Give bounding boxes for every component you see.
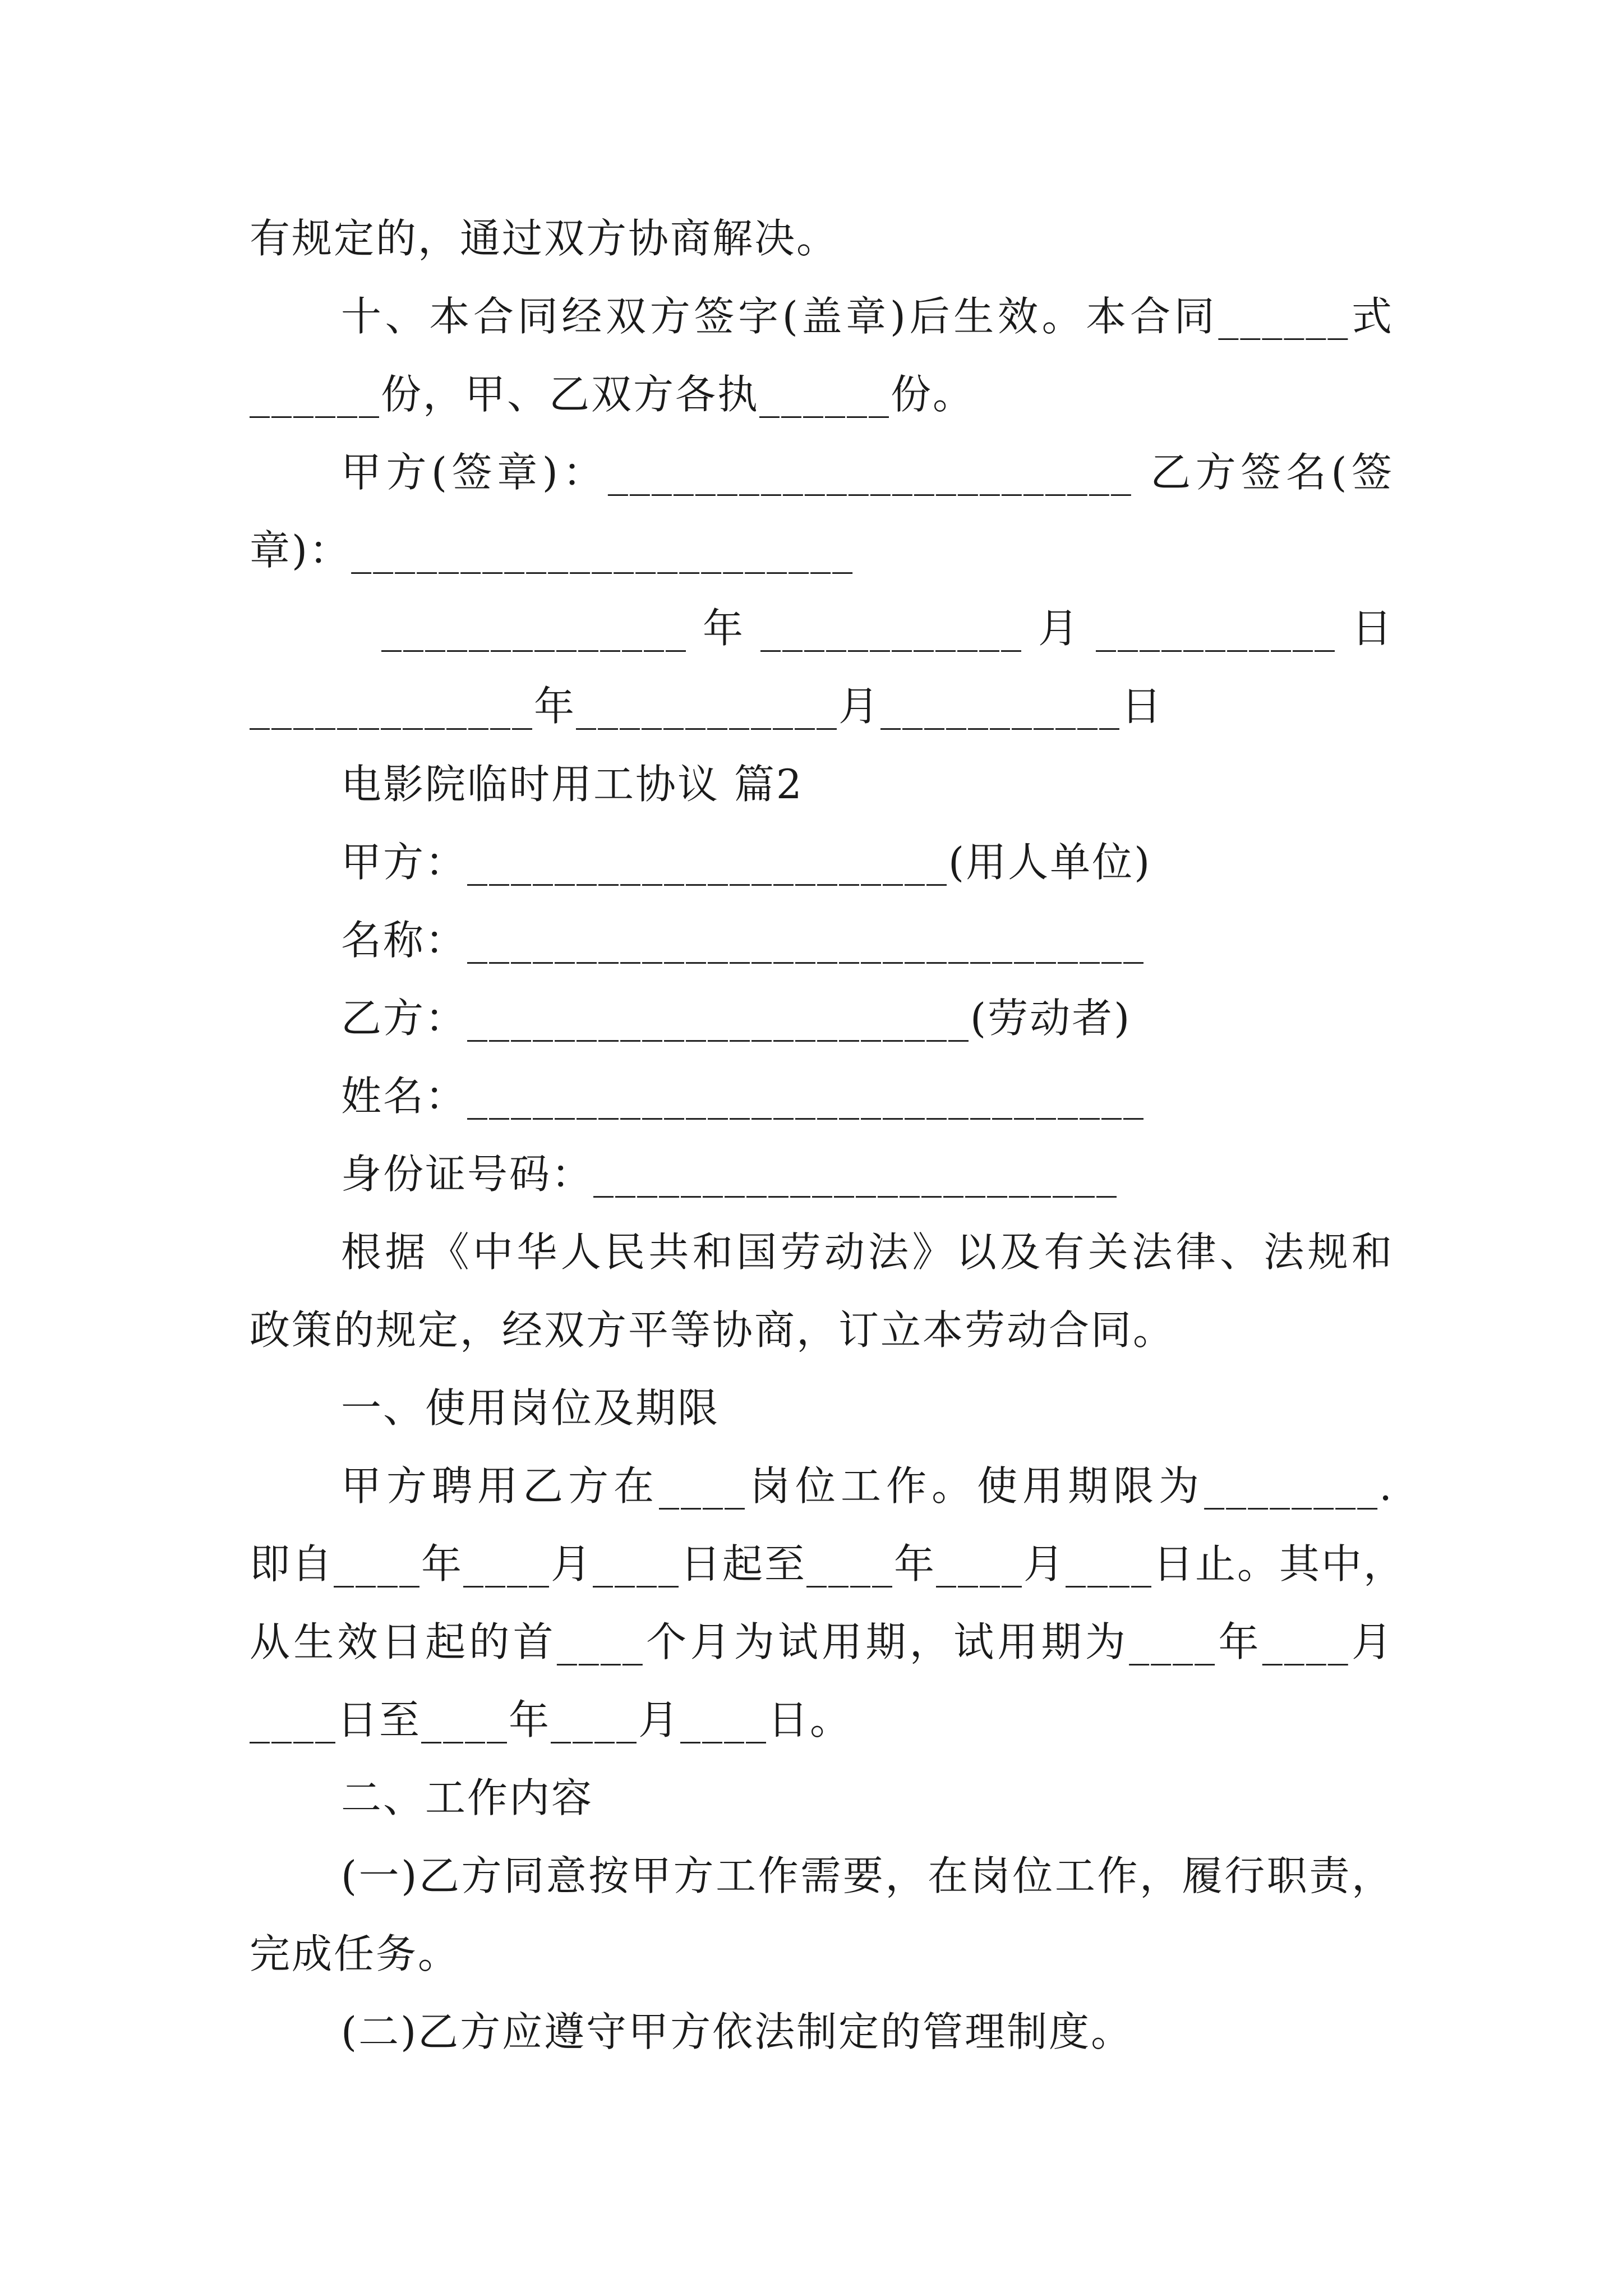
heading-2: 二、工作内容 bbox=[341, 1774, 594, 1821]
signature-line-1: 甲方(签章)：________________________ 乙方签名(签 bbox=[341, 449, 1394, 496]
signature-line-2: 章)：_______________________ bbox=[250, 527, 855, 574]
term-line-3: 从生效日起的首____个月为试用期，试用期为____年____月 bbox=[250, 1618, 1394, 1665]
term-line-4: ____日至____年____月____日。 bbox=[250, 1696, 852, 1743]
clause-10-line-1: 十、本合同经双方签字(盖章)后生效。本合同______式 bbox=[341, 293, 1394, 340]
id-number-line: 身份证号码：________________________ bbox=[341, 1151, 1119, 1198]
date-line-2: _____________年____________月___________日 bbox=[250, 683, 1163, 730]
duty-line-1: (一)乙方同意按甲方工作需要，在岗位工作，履行职责， bbox=[341, 1852, 1394, 1899]
date-line-1: ______________ 年 ____________ 月 ___________ 日 bbox=[381, 605, 1394, 652]
duty-line-2: 完成任务。 bbox=[250, 1930, 460, 1977]
heading-1: 一、使用岗位及期限 bbox=[341, 1384, 720, 1432]
text-line-1: 有规定的，通过双方协商解决。 bbox=[250, 215, 839, 262]
section-title: 电影院临时用工协议 篇2 bbox=[341, 761, 804, 808]
name-line: 名称：_______________________________ bbox=[341, 917, 1146, 964]
duty-line-3: (二)乙方应遵守甲方依法制定的管理制度。 bbox=[341, 2008, 1133, 2055]
party-b-line: 乙方：_______________________(劳动者) bbox=[341, 995, 1132, 1042]
preamble-line-2: 政策的规定，经双方平等协商，订立本劳动合同。 bbox=[250, 1306, 1175, 1354]
full-name-line: 姓名：_______________________________ bbox=[341, 1073, 1146, 1120]
preamble-line-1: 根据《中华人民共和国劳动法》以及有关法律、法规和 bbox=[341, 1228, 1394, 1276]
term-line-1: 甲方聘用乙方在____岗位工作。使用期限为________. bbox=[341, 1462, 1394, 1510]
party-a-line: 甲方：______________________(用人单位) bbox=[341, 839, 1152, 886]
clause-10-line-2: ______份，甲、乙双方各执______份。 bbox=[250, 371, 975, 418]
term-line-2: 即自____年____月____日起至____年____月____日止。其中， bbox=[250, 1540, 1406, 1588]
